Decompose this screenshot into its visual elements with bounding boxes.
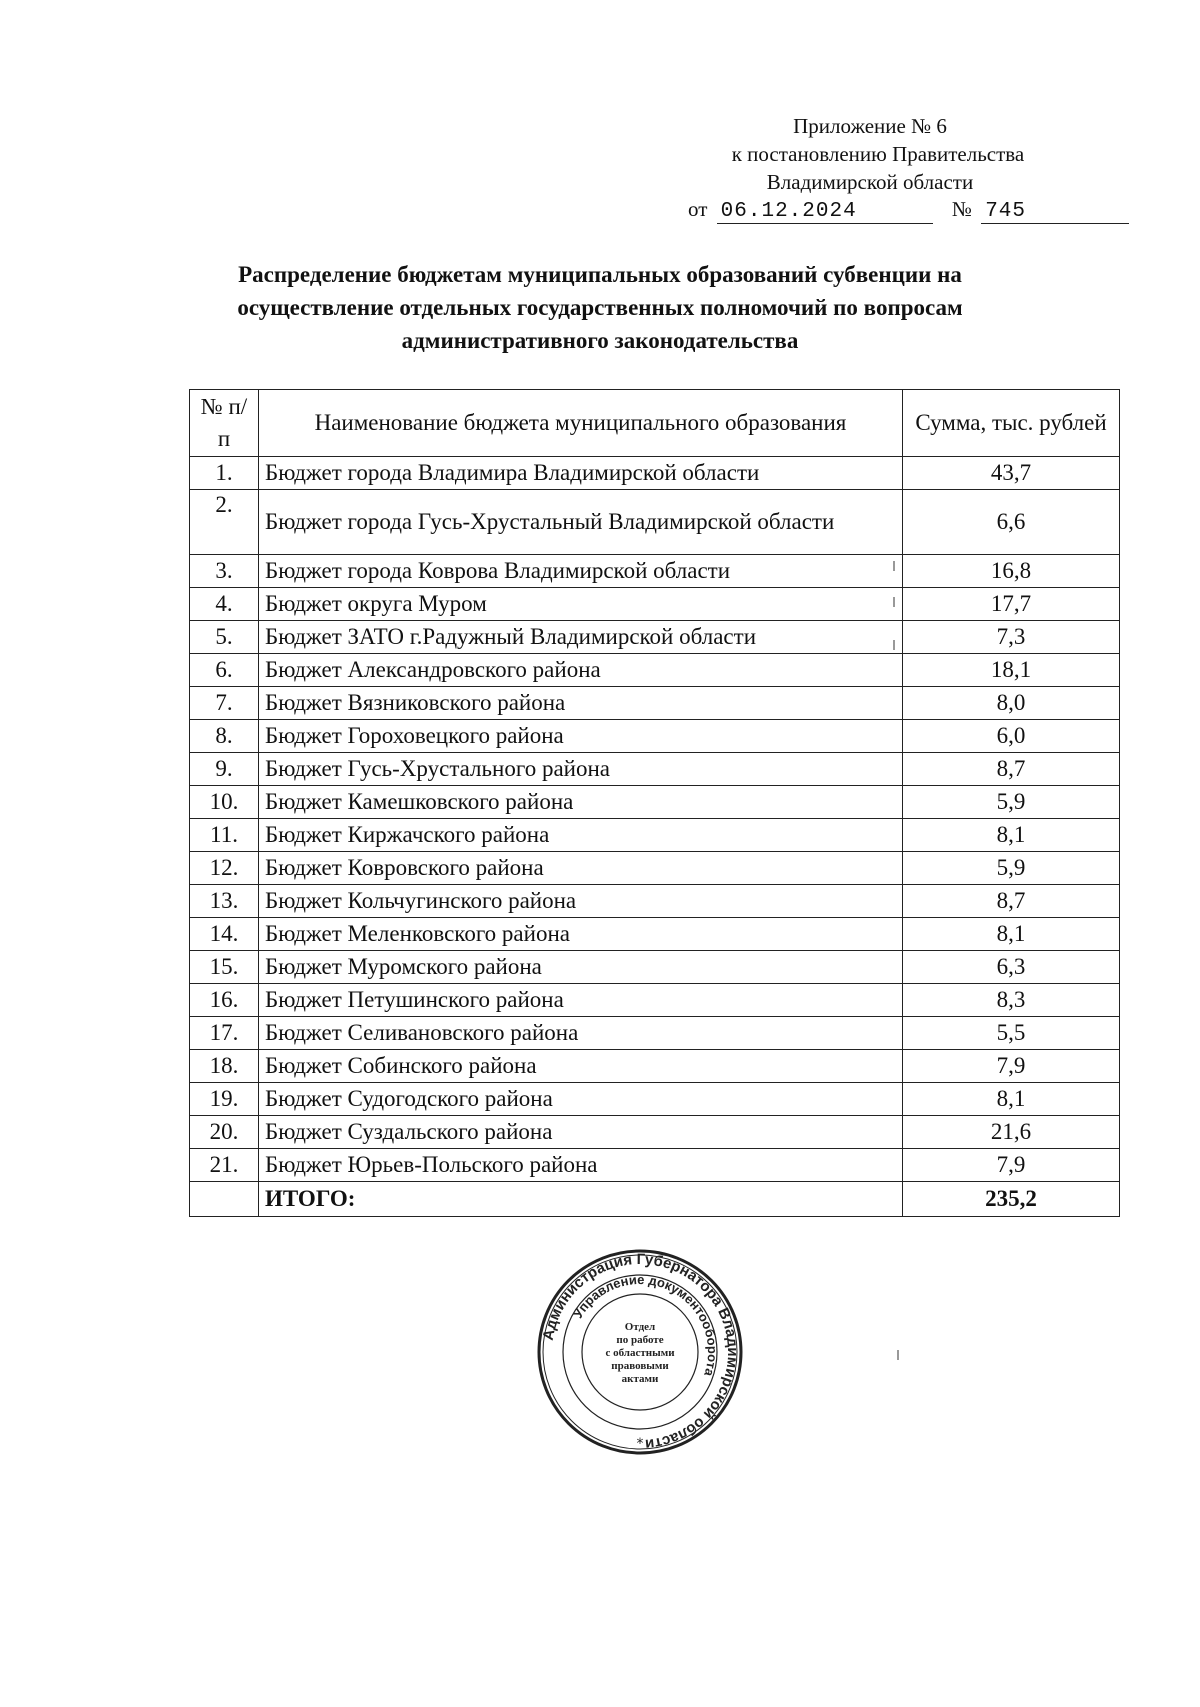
row-name: Бюджет Кольчугинского района (259, 885, 903, 918)
seal-star-icon: * (636, 1436, 644, 1452)
row-number: 9. (190, 753, 259, 786)
table-row (190, 490, 1120, 555)
row-name: Бюджет Гусь-Хрустального района (259, 753, 903, 786)
appendix-title: Приложение № 6 (793, 114, 947, 138)
row-name: Бюджет Суздальского района (259, 1116, 903, 1149)
seal-center-text (605, 1321, 675, 1385)
row-amount: 8,3 (903, 984, 1120, 1017)
row-amount: 21,6 (903, 1116, 1120, 1149)
row-amount: 8,1 (903, 1083, 1120, 1116)
table-row (190, 951, 1120, 984)
row-name: Бюджет Камешковского района (259, 786, 903, 819)
row-number: 2. (190, 490, 259, 555)
row-number: 5. (190, 621, 259, 654)
row-number: 8. (190, 720, 259, 753)
seal-center-line: Отдел (624, 1321, 656, 1333)
row-number: 20. (190, 1116, 259, 1149)
row-number: 18. (190, 1050, 259, 1083)
row-amount: 17,7 (903, 588, 1120, 621)
row-amount: 8,7 (903, 753, 1120, 786)
row-amount: 6,6 (903, 490, 1120, 555)
table-row (190, 1149, 1120, 1182)
row-name: Бюджет города Гусь-Хрустальный Владимирской области (259, 490, 903, 555)
table-row (190, 1050, 1120, 1083)
appendix-reference: к постановлению Правительства (731, 142, 1025, 166)
row-amount: 5,9 (903, 852, 1120, 885)
row-number: 16. (190, 984, 259, 1017)
table-row (190, 457, 1120, 490)
row-name: Бюджет города Коврова Владимирской области (259, 555, 903, 588)
table-total-row (190, 1182, 1120, 1217)
row-name: Бюджет округа Муром (259, 588, 903, 621)
seal-center-line: правовыми (611, 1360, 669, 1372)
row-number: 10. (190, 786, 259, 819)
date-label: от (688, 197, 708, 221)
row-number: 21. (190, 1149, 259, 1182)
row-amount: 7,3 (903, 621, 1120, 654)
appendix-region: Владимирской области (766, 170, 974, 194)
table-row (190, 918, 1120, 951)
row-number: 17. (190, 1017, 259, 1050)
seal-inner-ring-text: Управление документооборота (570, 1271, 721, 1379)
row-amount: 8,7 (903, 885, 1120, 918)
decree-date: 06.12.2024 (717, 200, 933, 224)
row-name: Бюджет ЗАТО г.Радужный Владимирской области (259, 621, 903, 654)
budget-table (189, 389, 1120, 1217)
table-row (190, 1116, 1120, 1149)
row-amount: 5,9 (903, 786, 1120, 819)
row-name: Бюджет Юрьев-Польского района (259, 1149, 903, 1182)
row-name: Бюджет Меленковского района (259, 918, 903, 951)
row-amount: 18,1 (903, 654, 1120, 687)
row-amount: 43,7 (903, 457, 1120, 490)
table-row (190, 588, 1120, 621)
table-row (190, 852, 1120, 885)
row-amount: 8,1 (903, 918, 1120, 951)
document-title: Распределение бюджетам муниципальных образований субвенции на осуществление отдельных государственных полномочий по вопросам административного законодательства (237, 262, 963, 353)
table-header-row (190, 390, 1120, 457)
header-name-text: Наименование бюджета муниципального образования (314, 410, 847, 435)
row-amount: 6,3 (903, 951, 1120, 984)
table-row (190, 1017, 1120, 1050)
row-name: Бюджет Ковровского района (259, 852, 903, 885)
row-name: Бюджет города Владимира Владимирской области (259, 457, 903, 490)
row-number: 13. (190, 885, 259, 918)
table-row (190, 720, 1120, 753)
table-row (190, 984, 1120, 1017)
row-number: 11. (190, 819, 259, 852)
scan-mark (893, 640, 895, 650)
number-label: № (951, 197, 972, 221)
seal-center-line: актами (621, 1373, 659, 1385)
row-name: Бюджет Петушинского района (259, 984, 903, 1017)
row-amount: 7,9 (903, 1050, 1120, 1083)
row-name: Бюджет Александровского района (259, 654, 903, 687)
row-number: 19. (190, 1083, 259, 1116)
row-number: 4. (190, 588, 259, 621)
seal-center-line: по работе (616, 1334, 664, 1346)
table-row (190, 1083, 1120, 1116)
seal-center-line: с областными (605, 1347, 675, 1359)
header-number-text: № п/п (200, 394, 248, 451)
table-row (190, 885, 1120, 918)
header-amount (903, 390, 1120, 457)
row-amount: 5,5 (903, 1017, 1120, 1050)
scan-mark (893, 597, 895, 607)
total-number-cell (190, 1182, 259, 1217)
row-number: 15. (190, 951, 259, 984)
scan-mark (897, 1350, 899, 1360)
header-amount-text: Сумма, тыс. рублей (915, 410, 1107, 435)
table-row (190, 786, 1120, 819)
row-name: Бюджет Судогодского района (259, 1083, 903, 1116)
row-name: Бюджет Муромского района (259, 951, 903, 984)
row-name: Бюджет Киржачского района (259, 819, 903, 852)
row-name: Бюджет Вязниковского района (259, 687, 903, 720)
row-amount: 8,1 (903, 819, 1120, 852)
decree-number: 745 (981, 200, 1129, 224)
total-label: ИТОГО: (259, 1182, 903, 1217)
header-number (190, 390, 259, 457)
table-row (190, 819, 1120, 852)
decree-date-line (688, 197, 1129, 224)
appendix-header (640, 112, 1100, 196)
row-amount: 6,0 (903, 720, 1120, 753)
row-amount: 7,9 (903, 1149, 1120, 1182)
table-body (190, 457, 1120, 1217)
row-amount: 8,0 (903, 687, 1120, 720)
seal-outer-text: Администрация Губернатора Владимирской области (539, 1250, 742, 1453)
row-number: 7. (190, 687, 259, 720)
scan-mark (893, 561, 895, 571)
table-row (190, 555, 1120, 588)
table-row (190, 687, 1120, 720)
row-number: 12. (190, 852, 259, 885)
row-number: 3. (190, 555, 259, 588)
table-row (190, 621, 1120, 654)
header-name (259, 390, 903, 457)
row-number: 1. (190, 457, 259, 490)
table-row (190, 654, 1120, 687)
row-amount: 16,8 (903, 555, 1120, 588)
row-name: Бюджет Селивановского района (259, 1017, 903, 1050)
row-name: Бюджет Собинского района (259, 1050, 903, 1083)
official-seal (536, 1248, 744, 1456)
table-row (190, 753, 1120, 786)
row-name: Бюджет Гороховецкого района (259, 720, 903, 753)
row-number: 6. (190, 654, 259, 687)
total-amount: 235,2 (903, 1182, 1120, 1217)
row-number: 14. (190, 918, 259, 951)
